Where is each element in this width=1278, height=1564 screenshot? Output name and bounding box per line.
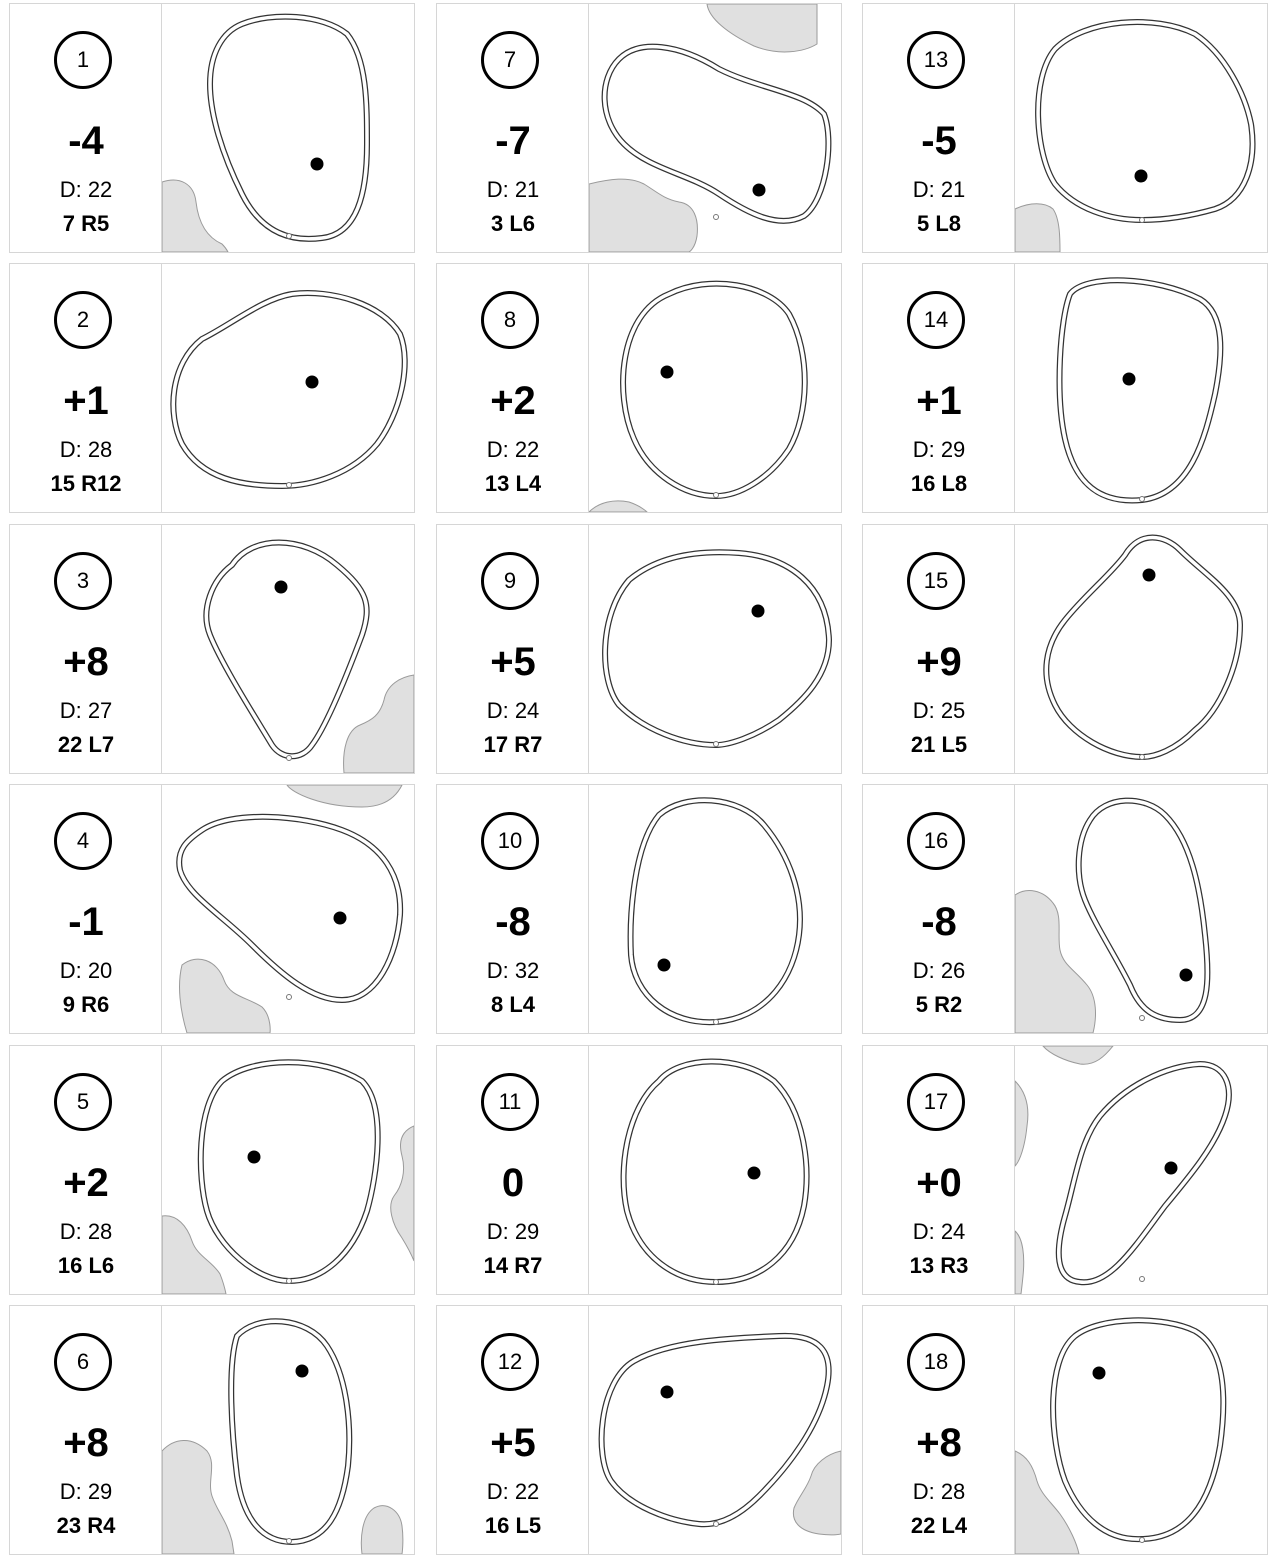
hole-score: -4 <box>68 119 104 163</box>
hole-score: +8 <box>916 1421 962 1465</box>
hole-card-10[interactable] <box>436 784 842 1034</box>
hole-card-1[interactable] <box>9 3 415 253</box>
hole-number-badge: 13 <box>907 31 965 89</box>
hole-info <box>437 1046 589 1294</box>
pin-position: 3 L6 <box>490 211 536 236</box>
hole-score: -8 <box>921 900 957 944</box>
green-outline <box>1060 280 1221 500</box>
bunker-shape <box>793 1451 841 1535</box>
approach-marker <box>1140 497 1145 502</box>
hole-number-badge: 15 <box>907 552 965 610</box>
approach-marker <box>287 995 292 1000</box>
green-depth: D: 21 <box>486 177 540 202</box>
bunker-shape <box>707 4 817 52</box>
green-diagram <box>589 264 841 512</box>
hole-info <box>437 264 589 512</box>
pin-marker <box>752 605 765 618</box>
hole-card-7[interactable] <box>436 3 842 253</box>
hole-card-2[interactable] <box>9 263 415 513</box>
green-diagram <box>1015 785 1267 1033</box>
green-diagram <box>162 525 414 773</box>
hole-card-13[interactable] <box>862 3 1268 253</box>
green-depth: D: 22 <box>59 177 113 202</box>
hole-info <box>10 4 162 252</box>
hole-number-badge: 6 <box>54 1333 112 1391</box>
hole-info <box>10 1306 162 1554</box>
hole-info <box>863 1046 1015 1294</box>
bunker-shape <box>162 1440 234 1554</box>
approach-marker <box>714 1522 719 1527</box>
hole-info <box>437 1306 589 1554</box>
hole-score: -1 <box>68 900 104 944</box>
hole-card-8[interactable] <box>436 263 842 513</box>
pin-position: 16 L8 <box>910 471 968 496</box>
green-diagram <box>589 785 841 1033</box>
approach-marker <box>1140 1538 1145 1543</box>
hole-number-badge: 11 <box>481 1073 539 1131</box>
approach-marker <box>287 483 292 488</box>
hole-number-badge: 5 <box>54 1073 112 1131</box>
hole-info <box>863 1306 1015 1554</box>
hole-score: +5 <box>490 640 536 684</box>
bunker-shape <box>287 785 402 807</box>
hole-number-badge: 8 <box>481 291 539 349</box>
bunker-shape <box>589 179 697 252</box>
pin-position: 22 L7 <box>57 732 115 757</box>
approach-marker <box>714 742 719 747</box>
hole-score: -5 <box>921 119 957 163</box>
green-diagram <box>1015 4 1267 252</box>
bunker-shape <box>391 1126 414 1261</box>
hole-card-17[interactable] <box>862 1045 1268 1295</box>
hole-score: +1 <box>63 379 109 423</box>
approach-marker <box>1140 1016 1145 1021</box>
hole-score: +1 <box>916 379 962 423</box>
green-diagram <box>589 1306 841 1554</box>
bunker-shape <box>1015 204 1060 252</box>
hole-number-badge: 14 <box>907 291 965 349</box>
pin-marker <box>661 1386 674 1399</box>
green-depth: D: 28 <box>59 1219 113 1244</box>
pin-position: 14 R7 <box>483 1253 543 1278</box>
hole-info <box>863 4 1015 252</box>
approach-marker <box>1140 755 1145 760</box>
green-depth: D: 25 <box>912 698 966 723</box>
bunker-shape <box>1043 1046 1113 1064</box>
green-outline <box>1059 1064 1229 1282</box>
pin-position: 13 L4 <box>484 471 542 496</box>
hole-info <box>863 264 1015 512</box>
hole-score: +2 <box>490 379 536 423</box>
hole-info <box>437 525 589 773</box>
hole-info <box>863 525 1015 773</box>
hole-number-badge: 12 <box>481 1333 539 1391</box>
hole-card-15[interactable] <box>862 524 1268 774</box>
green-diagram <box>1015 525 1267 773</box>
green-depth: D: 29 <box>59 1479 113 1504</box>
green-diagram <box>1015 1306 1267 1554</box>
hole-number-badge: 2 <box>54 291 112 349</box>
pin-marker <box>296 1365 309 1378</box>
hole-score: +0 <box>916 1161 962 1205</box>
hole-info <box>437 4 589 252</box>
green-outline <box>206 543 366 757</box>
hole-score: -8 <box>495 900 531 944</box>
green-diagram <box>1015 1046 1267 1294</box>
pin-position: 13 R3 <box>909 1253 969 1278</box>
green-depth: D: 28 <box>912 1479 966 1504</box>
hole-number-badge: 10 <box>481 812 539 870</box>
green-outline <box>1046 538 1240 758</box>
pin-position: 5 R2 <box>915 992 963 1017</box>
hole-number-badge: 4 <box>54 812 112 870</box>
green-outline <box>624 1061 807 1282</box>
hole-info <box>10 785 162 1033</box>
pin-marker <box>658 959 671 972</box>
approach-marker <box>714 493 719 498</box>
bunker-shape <box>361 1506 403 1554</box>
approach-marker <box>714 1280 719 1285</box>
pin-marker <box>248 1151 261 1164</box>
green-outline <box>1038 22 1252 220</box>
hole-score: +8 <box>63 640 109 684</box>
bunker-shape <box>162 180 228 252</box>
green-depth: D: 29 <box>486 1219 540 1244</box>
hole-number-badge: 1 <box>54 31 112 89</box>
green-depth: D: 24 <box>486 698 540 723</box>
approach-marker <box>714 215 719 220</box>
bunker-shape <box>589 501 647 512</box>
hole-card-9[interactable] <box>436 524 842 774</box>
hole-info <box>437 785 589 1033</box>
hole-number-badge: 9 <box>481 552 539 610</box>
green-depth: D: 22 <box>486 1479 540 1504</box>
pin-position: 16 L5 <box>484 1513 542 1538</box>
bunker-shape <box>1015 1451 1079 1554</box>
hole-score: +5 <box>490 1421 536 1465</box>
green-depth: D: 32 <box>486 958 540 983</box>
hole-card-16[interactable] <box>862 784 1268 1034</box>
hole-score: 0 <box>501 1161 525 1205</box>
approach-marker <box>287 234 292 239</box>
approach-marker <box>287 1279 292 1284</box>
green-depth: D: 20 <box>59 958 113 983</box>
hole-number-badge: 16 <box>907 812 965 870</box>
pin-marker <box>275 581 288 594</box>
green-outline <box>602 1336 829 1524</box>
pin-position: 8 L4 <box>490 992 536 1017</box>
pin-position: 5 L8 <box>916 211 962 236</box>
pin-position: 17 R7 <box>483 732 543 757</box>
hole-number-badge: 7 <box>481 31 539 89</box>
hole-info <box>863 785 1015 1033</box>
pin-position: 21 L5 <box>910 732 968 757</box>
pin-marker <box>334 912 347 925</box>
pin-marker <box>748 1167 761 1180</box>
pin-position: 15 R12 <box>50 471 122 496</box>
hole-score: +2 <box>63 1161 109 1205</box>
green-diagram <box>589 4 841 252</box>
hole-score: -7 <box>495 119 531 163</box>
pin-marker <box>661 366 674 379</box>
green-diagram <box>1015 264 1267 512</box>
pin-marker <box>753 184 766 197</box>
hole-card-5[interactable] <box>9 1045 415 1295</box>
green-depth: D: 28 <box>59 437 113 462</box>
pin-marker <box>1143 569 1156 582</box>
green-outline <box>1079 801 1208 1020</box>
pin-position: 22 L4 <box>910 1513 968 1538</box>
green-diagram <box>162 1306 414 1554</box>
green-diagram <box>589 525 841 773</box>
pin-marker <box>1135 170 1148 183</box>
green-diagram <box>589 1046 841 1294</box>
hole-card-12[interactable] <box>436 1305 842 1555</box>
hole-number-badge: 17 <box>907 1073 965 1131</box>
pin-marker <box>311 158 324 171</box>
hole-info <box>10 264 162 512</box>
green-diagram <box>162 264 414 512</box>
hole-info <box>10 525 162 773</box>
hole-card-11[interactable] <box>436 1045 842 1295</box>
pin-position: 9 R6 <box>62 992 110 1017</box>
pin-position: 7 R5 <box>62 211 110 236</box>
hole-info <box>10 1046 162 1294</box>
green-depth: D: 24 <box>912 1219 966 1244</box>
hole-number-badge: 3 <box>54 552 112 610</box>
hole-card-14[interactable] <box>862 263 1268 513</box>
hole-number-badge: 18 <box>907 1333 965 1391</box>
hole-card-4[interactable] <box>9 784 415 1034</box>
approach-marker <box>1140 218 1145 223</box>
approach-marker <box>714 1020 719 1025</box>
pin-marker <box>1093 1367 1106 1380</box>
bunker-shape <box>1015 1231 1024 1294</box>
green-depth: D: 29 <box>912 437 966 462</box>
hole-score: +9 <box>916 640 962 684</box>
hole-card-3[interactable] <box>9 524 415 774</box>
bunker-shape <box>180 959 271 1033</box>
approach-marker <box>287 1539 292 1544</box>
bunker-shape <box>1015 891 1095 1033</box>
approach-marker <box>1140 1277 1145 1282</box>
green-outline <box>631 800 800 1022</box>
green-diagram <box>162 1046 414 1294</box>
green-outline <box>210 17 367 239</box>
hole-score: +8 <box>63 1421 109 1465</box>
pin-position: 16 L6 <box>57 1253 115 1278</box>
pin-marker <box>1180 969 1193 982</box>
green-depth: D: 21 <box>912 177 966 202</box>
bunker-shape <box>1015 1081 1028 1166</box>
hole-card-6[interactable] <box>9 1305 415 1555</box>
pin-position: 23 R4 <box>56 1513 116 1538</box>
green-depth: D: 26 <box>912 958 966 983</box>
green-outline <box>173 293 404 486</box>
pin-marker <box>1123 373 1136 386</box>
green-depth: D: 22 <box>486 437 540 462</box>
green-depth: D: 27 <box>59 698 113 723</box>
bunker-shape <box>344 675 414 773</box>
green-diagram <box>162 4 414 252</box>
pin-marker <box>306 376 319 389</box>
green-outline <box>605 552 829 745</box>
approach-marker <box>287 756 292 761</box>
pin-marker <box>1165 1162 1178 1175</box>
hole-card-18[interactable] <box>862 1305 1268 1555</box>
green-diagram <box>162 785 414 1033</box>
